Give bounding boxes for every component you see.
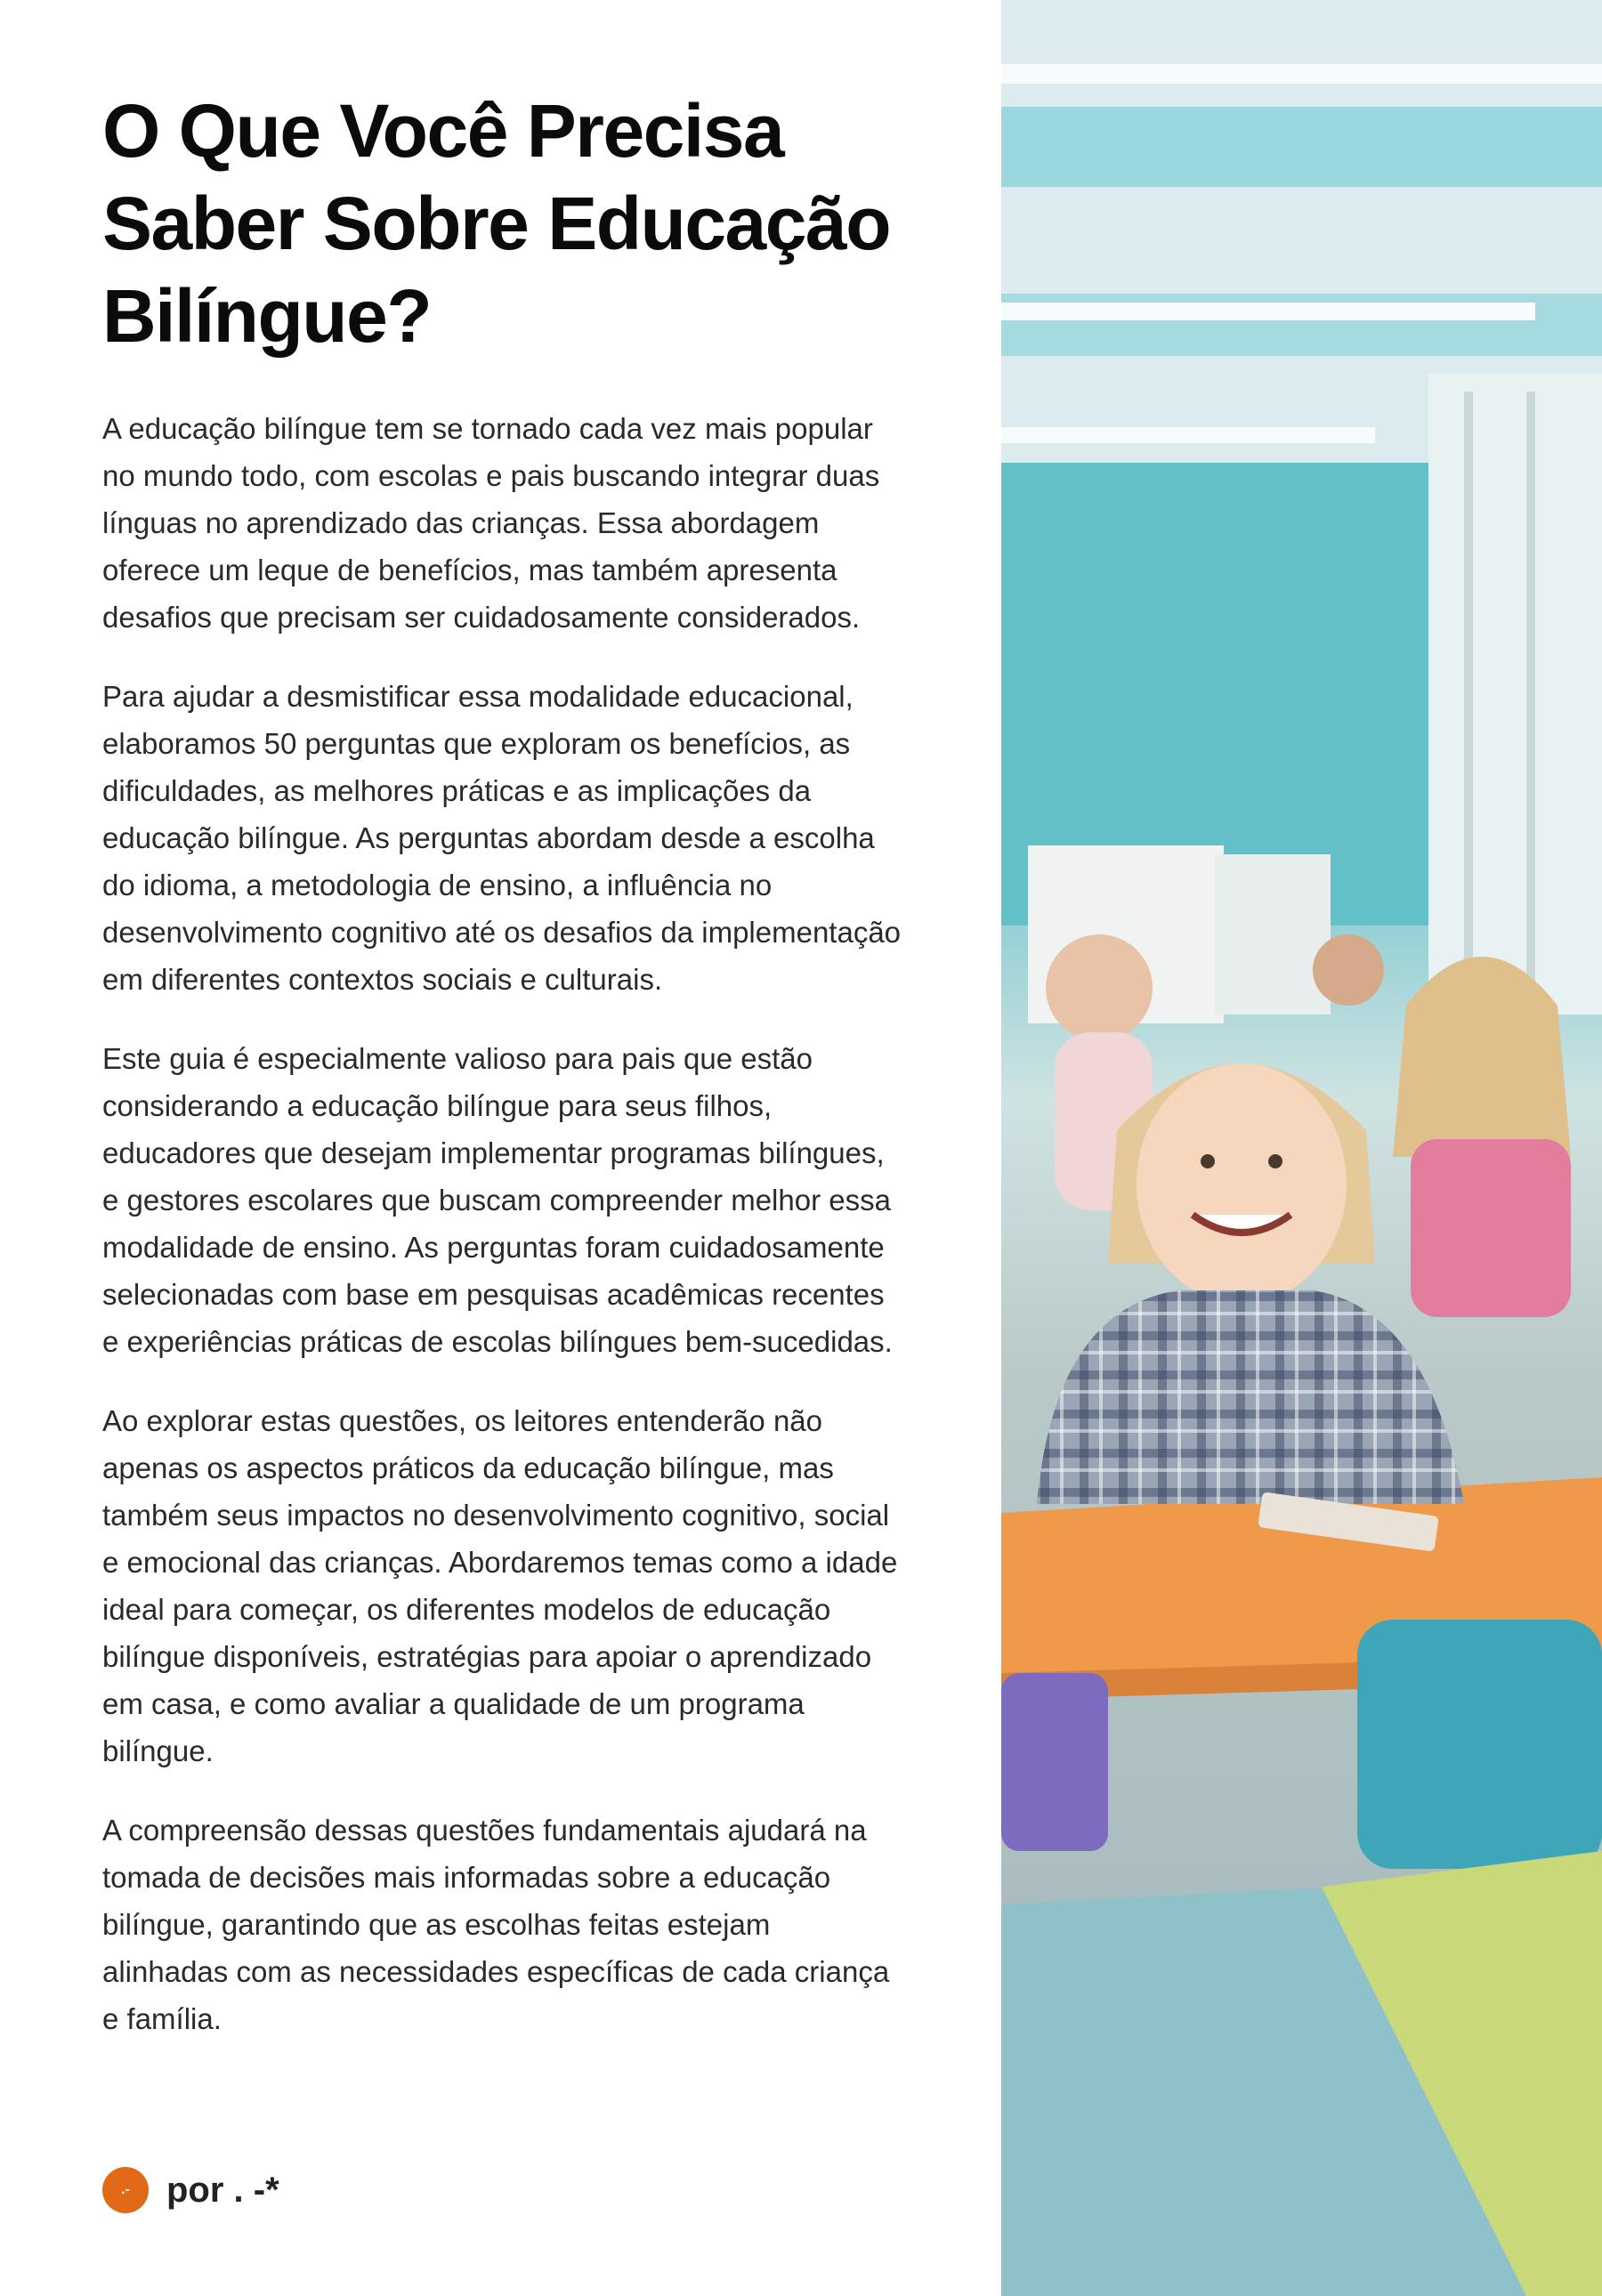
avatar-text: .- [121, 2182, 130, 2197]
ceiling-light [1001, 427, 1375, 443]
child-background [1046, 934, 1153, 1041]
purple-chair [1001, 1673, 1108, 1851]
title-line-1: O Que Você Precisa [102, 89, 784, 173]
window [1428, 374, 1602, 1015]
window-frame [1526, 392, 1535, 1015]
title-line-2: Saber Sobre Educação [102, 182, 891, 265]
child-eye [1268, 1154, 1282, 1168]
child-background [1313, 934, 1384, 1006]
ceiling-beam [1001, 107, 1602, 187]
article-column [102, 85, 903, 2074]
title-line-3: Bilíngue? [102, 274, 432, 358]
paragraph-5: A compreensão dessas questões fundamentais ajudará na tomada de decisões mais informadas sobre a educação bilíngue, garantindo que as escolhas feitas estejam alinhadas com as necessidades específicas de cada criança e família. [102, 1814, 890, 2035]
window-frame [1464, 392, 1473, 1015]
shelf [1215, 854, 1331, 1015]
child-plaid-pattern [1037, 1290, 1464, 1504]
child-background [1411, 1139, 1571, 1317]
child-eye [1201, 1154, 1215, 1168]
page-title [102, 85, 903, 362]
article-body [102, 405, 903, 2042]
avatar [102, 2167, 149, 2213]
paragraph-2: Para ajudar a desmistificar essa modalidade educacional, elaboramos 50 perguntas que exploram os benefícios, as dificuldades, as melhores práticas e as implicações da educação bilíngue. As perguntas abordam desde a escolha do idioma, a metodologia de ensino, a influência no desenvolvimento cognitivo até os desafios da implementação em diferentes contextos sociais e culturais. [102, 680, 902, 996]
classroom-photo [1001, 0, 1602, 2296]
ceiling-light [1001, 303, 1535, 320]
classroom-photo-illustration [1001, 0, 1602, 2296]
paragraph-1: A educação bilíngue tem se tornado cada vez mais popular no mundo todo, com escolas e pais buscando integrar duas línguas no aprendizado das crianças. Essa abordagem oferece um leque de benefícios, mas também apresenta desafios que precisam ser cuidadosamente considerados. [102, 412, 880, 634]
paragraph-4: Ao explorar estas questões, os leitores entenderão não apenas os aspectos práticos da educação bilíngue, mas também seus impactos no desenvolvimento cognitivo, social e emocional das crianças. Abordaremos temas como a idade ideal para começar, os diferentes modelos de educação bilíngue disponíveis, estratégias para apoiar o aprendizado em casa, e como avaliar a qualidade de um programa bilíngue. [102, 1404, 898, 1767]
paragraph-3: Este guia é especialmente valioso para pais que estão considerando a educação bilíngue para seus filhos, educadores que desejam implementar programas bilíngues, e gestores escolares que buscam compreender melhor essa modalidade de ensino. As perguntas foram cuidadosamente selecionadas com base em pesquisas acadêmicas recentes e experiências práticas de escolas bilíngues bem-sucedidas. [102, 1042, 893, 1358]
ceiling-light [1001, 64, 1602, 84]
child-face [1137, 1063, 1347, 1304]
author-byline [102, 2167, 279, 2213]
blue-chair [1357, 1620, 1602, 1869]
author-name: por . -* [166, 2170, 279, 2210]
